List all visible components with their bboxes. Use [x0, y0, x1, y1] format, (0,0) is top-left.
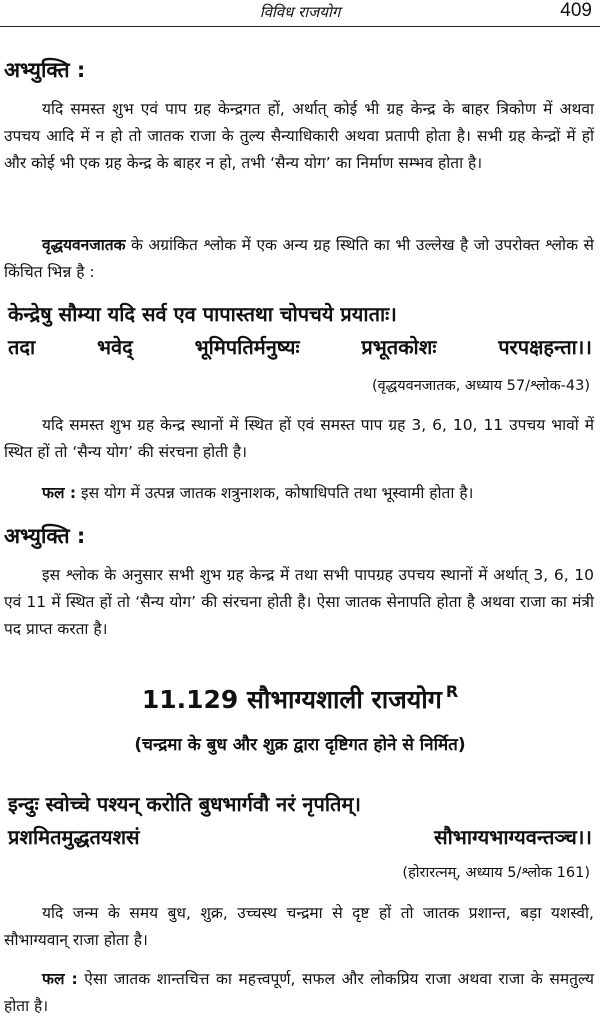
verse-1-word: भूमिपतिर्मनुष्यः	[194, 335, 300, 359]
verse-2-word: सौभाग्यभाग्यवन्तञ्च।।	[434, 825, 592, 849]
phal-1	[4, 480, 594, 507]
registered-mark: R	[445, 682, 459, 701]
paragraph-2	[4, 232, 594, 286]
phal-2-label: फल :	[42, 970, 78, 988]
verse-1-line-1: केन्द्रेषु सौम्या यदि सर्व एव पापास्तथा चोपचये प्रयाताः।	[8, 302, 397, 326]
heading-abhyukti-1: अभ्युक्ति :	[4, 58, 86, 82]
verse-1-word: प्रभूतकोशः	[361, 335, 437, 359]
paragraph-3: यदि समस्त शुभ ग्रह केन्द्र स्थानों में स्थित हों एवं समस्त पाप ग्रह 3, 6, 10, 11 उपचय भावों में स्थित हों तो ‘सैन्य योग’ की संरचना होती है।	[4, 416, 594, 461]
verse-1	[8, 298, 592, 364]
phal-1-text: इस योग में उत्पन्न जातक शत्रुनाशक, कोषाधिपति तथा भूस्वामी होता है।	[76, 484, 474, 502]
verse-2-word: प्रशमितमुद्धतयशसं	[8, 825, 140, 849]
verse-2-line-2	[8, 821, 592, 854]
verse-1-source: (वृद्धयवनजातक, अध्याय 57/श्लोक-43)	[371, 378, 590, 394]
page-number: 409	[560, 0, 592, 21]
heading-abhyukti-2: अभ्युक्ति :	[4, 524, 86, 548]
section-title-text: 11.129 सौभाग्यशाली राजयोग	[141, 685, 442, 714]
section-subtitle: (चन्द्रमा के बुध और शुक्र द्वारा दृष्टिगत होने से निर्मित)	[134, 735, 466, 755]
paragraph-5: यदि जन्म के समय बुध, शुक्र, उच्चस्थ चन्द्रमा से दृष्ट हों तो जातक प्रशान्त, बड़ा यशस्वी, सौभाग्यवान् राजा होता है।	[4, 904, 594, 949]
phal-2	[4, 966, 594, 1020]
verse-1-word: भवेद्	[97, 335, 133, 359]
verse-2-line-1: इन्दुः स्वोच्चे पश्यन् करोति बुधभार्गवौ नरं नृपतिम्।	[8, 792, 361, 816]
paragraph-1: यदि समस्त शुभ एवं पाप ग्रह केन्द्रगत हों, अर्थात् कोई भी ग्रह केन्द्र के बाहर त्रिकोण में अथवा उपचय आदि में न हो तो जातक राजा के तुल्य सैन्याधिकारी अथवा प्रतापी होता है। सभी ग्रह केन्द्रों में हों और कोई भी एक ग्रह केन्द्र के बाहर न हो, तभी ‘सैन्य योग’ का निर्माण सम्भव होता है।	[4, 100, 594, 172]
verse-1-line-2	[8, 331, 592, 364]
verse-2	[8, 788, 592, 854]
paragraph-2-text: के अग्रांकित श्लोक में एक अन्य ग्रह स्थिति का भी उल्लेख है जो उपरोक्त श्लोक से किंचित भिन्न है :	[4, 236, 594, 281]
section-title	[0, 682, 600, 716]
header-divider	[0, 26, 600, 27]
phal-2-text: ऐसा जातक शान्तचित्त का महत्त्वपूर्ण, सफल और लोकप्रिय राजा अथवा राजा के समतुल्य होता है।	[4, 970, 594, 1015]
verse-2-source: (होरारत्नम्, अध्याय 5/श्लोक 161)	[402, 865, 590, 881]
running-title: विविध राजयोग	[259, 3, 341, 21]
verse-1-word: तदा	[8, 335, 36, 359]
paragraph-4: इस श्लोक के अनुसार सभी शुभ ग्रह केन्द्र में तथा सभी पापग्रह उपचय स्थानों में अर्थात् 3, 6, 10 एवं 11 में स्थित हों तो ‘सैन्य योग’ की संरचना होती है। ऐसा जातक सेनापति होता है अथवा राजा का मंत्री पद प्राप्त करता है।	[4, 566, 594, 638]
verse-1-word: परपक्षहन्ता।।	[498, 335, 592, 359]
phal-1-label: फल :	[42, 484, 77, 502]
paragraph-2-lead: वृद्धयवनजातक	[42, 236, 126, 254]
